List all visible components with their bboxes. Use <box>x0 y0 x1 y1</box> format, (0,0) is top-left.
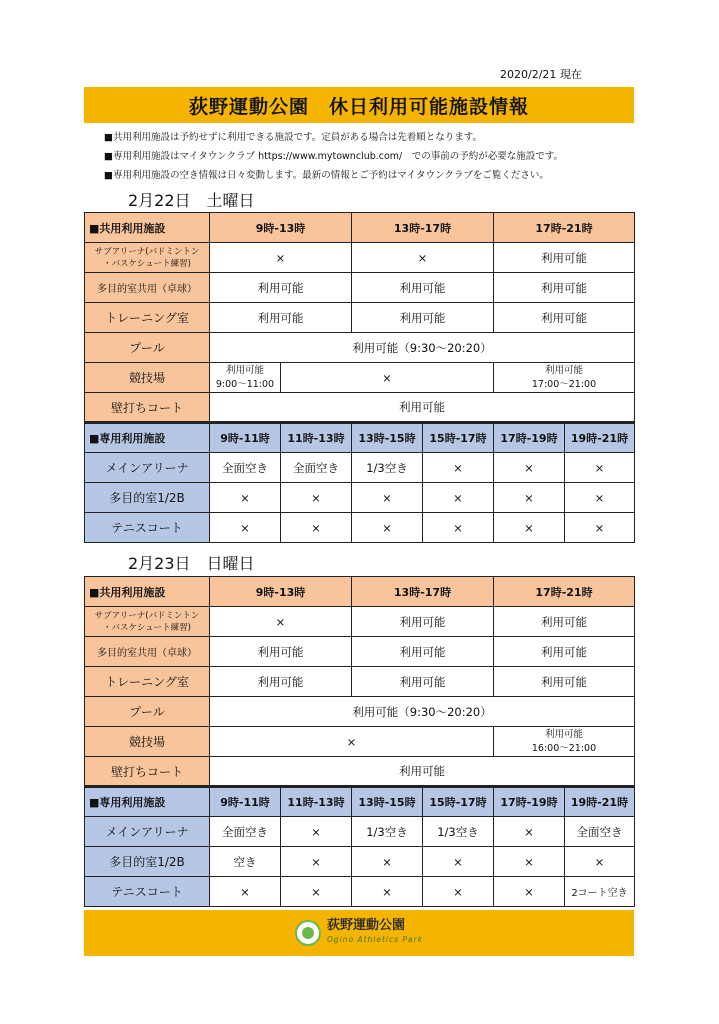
status-cell <box>210 363 281 393</box>
status-text: 利用可能 <box>544 728 583 740</box>
status-cell: × <box>494 513 565 543</box>
slot-header: 11時-13時 <box>281 787 352 817</box>
as-of-date: 2020/2/21 現在 <box>500 68 582 81</box>
status-cell: × <box>281 847 352 877</box>
status-cell: × <box>565 513 635 543</box>
status-cell: 利用可能 <box>494 303 635 333</box>
status-cell: × <box>494 817 565 847</box>
facility-main-arena: メインアリーナ <box>85 817 210 847</box>
status-cell <box>494 727 635 757</box>
status-cell: 利用可能（9:30～20:20） <box>210 333 635 363</box>
status-cell: 利用可能 <box>494 273 635 303</box>
status-cell: × <box>423 483 494 513</box>
status-cell: × <box>281 877 352 907</box>
slot-header: 19時-21時 <box>565 787 635 817</box>
status-cell: 全面空き <box>210 817 281 847</box>
status-cell: 利用可能 <box>210 757 635 787</box>
slot-header: 9時-11時 <box>210 423 281 453</box>
status-cell: 利用可能 <box>352 667 494 697</box>
status-cell: × <box>352 847 423 877</box>
footer-bar <box>84 910 634 956</box>
status-cell: 利用可能 <box>494 243 635 273</box>
park-logo-subtitle: Ogino Athletics Park <box>327 935 423 944</box>
slot-header: 17時-19時 <box>494 423 565 453</box>
status-cell: 利用可能 <box>210 393 635 423</box>
schedule-table-day1 <box>84 212 635 543</box>
note-shared: ■共用利用施設は予約せずに利用できる施設です。定員がある場合は先着順となります。 <box>104 132 482 143</box>
slot-header: 13時-17時 <box>352 577 494 607</box>
status-text: 利用可能 <box>544 364 583 376</box>
slot-header: 9時-13時 <box>210 577 352 607</box>
status-cell: × <box>210 243 352 273</box>
facility-subarena-line1: サブアリーナ(バドミントン <box>94 610 200 621</box>
facility-pool: プール <box>85 697 210 727</box>
slot-header: 17時-21時 <box>494 577 635 607</box>
status-cell: × <box>210 513 281 543</box>
slot-header: 17時-21時 <box>494 213 635 243</box>
schedule-table-day2 <box>84 576 635 907</box>
status-cell: × <box>565 453 635 483</box>
status-cell: 全面空き <box>565 817 635 847</box>
status-cell: 全面空き <box>210 453 281 483</box>
facility-multipurpose-shared: 多目的室共用（卓球） <box>85 273 210 303</box>
status-cell: × <box>423 453 494 483</box>
status-cell: 利用可能 <box>494 637 635 667</box>
date-heading-day2: 2月23日 日曜日 <box>128 554 255 573</box>
slot-header: 9時-11時 <box>210 787 281 817</box>
status-cell: × <box>494 877 565 907</box>
status-cell: 1/3空き <box>352 817 423 847</box>
status-cell: × <box>494 483 565 513</box>
status-cell: × <box>494 847 565 877</box>
slot-header: 13時-15時 <box>352 787 423 817</box>
page-title: 荻野運動公園 休日利用可能施設情報 <box>84 87 634 123</box>
status-cell: 利用可能 <box>210 273 352 303</box>
facility-wall-court: 壁打ちコート <box>85 393 210 423</box>
status-cell: 利用可能（9:30～20:20） <box>210 697 635 727</box>
facility-tennis-court: テニスコート <box>85 513 210 543</box>
status-cell: × <box>210 483 281 513</box>
status-cell: 1/3空き <box>423 817 494 847</box>
facility-tennis-court: テニスコート <box>85 877 210 907</box>
status-cell: 利用可能 <box>494 667 635 697</box>
note-availability: ■専用利用施設の空き情報は日々変動します。最新の情報とご予約はマイタウンクラブをご覧ください。 <box>104 170 549 181</box>
status-cell: 利用可能 <box>210 303 352 333</box>
status-time: 16:00～21:00 <box>531 742 597 754</box>
slot-header: 19時-21時 <box>565 423 635 453</box>
status-cell: 利用可能 <box>494 607 635 637</box>
status-cell: 全面空き <box>281 453 352 483</box>
status-cell: 利用可能 <box>352 303 494 333</box>
status-cell: 利用可能 <box>210 637 352 667</box>
status-cell: 利用可能 <box>352 607 494 637</box>
status-cell: × <box>352 877 423 907</box>
park-logo-name: 荻野運動公園 <box>327 918 406 933</box>
slot-header: 9時-13時 <box>210 213 352 243</box>
status-cell: 利用可能 <box>210 667 352 697</box>
status-time: 9:00～11:00 <box>215 378 275 390</box>
status-cell: × <box>210 877 281 907</box>
status-cell: × <box>423 877 494 907</box>
exclusive-facilities-header: ■専用利用施設 <box>85 787 210 817</box>
date-heading-day1: 2月22日 土曜日 <box>128 191 255 210</box>
slot-header: 15時-17時 <box>423 423 494 453</box>
shared-facilities-header: ■共用利用施設 <box>85 577 210 607</box>
status-cell: × <box>565 483 635 513</box>
status-cell: × <box>423 513 494 543</box>
slot-header: 17時-19時 <box>494 787 565 817</box>
status-text: 利用可能 <box>225 364 264 376</box>
facility-subarena-line2: ・バスケシュート練習) <box>103 622 191 633</box>
status-cell: 利用可能 <box>352 273 494 303</box>
status-cell: 利用可能 <box>352 637 494 667</box>
note-exclusive-reservation: ■専用利用施設はマイタウンクラブ https://www.mytownclub.com/ での事前の予約が必要な施設です。 <box>104 151 563 162</box>
shared-facilities-header: ■共用利用施設 <box>85 213 210 243</box>
exclusive-facilities-header: ■専用利用施設 <box>85 423 210 453</box>
status-time: 17:00～21:00 <box>531 378 597 390</box>
facility-training-room: トレーニング室 <box>85 303 210 333</box>
slot-header: 13時-17時 <box>352 213 494 243</box>
facility-multipurpose-half-b: 多目的室1/2B <box>85 847 210 877</box>
facility-main-arena: メインアリーナ <box>85 453 210 483</box>
slot-header: 13時-15時 <box>352 423 423 453</box>
status-cell: × <box>565 847 635 877</box>
park-logo-icon <box>295 920 321 946</box>
status-cell: × <box>281 817 352 847</box>
park-logo <box>327 919 423 947</box>
status-cell <box>494 363 635 393</box>
status-cell: × <box>281 483 352 513</box>
status-cell: × <box>210 607 352 637</box>
status-cell: 2コート空き <box>565 877 635 907</box>
status-cell: × <box>494 453 565 483</box>
facility-multipurpose-shared: 多目的室共用（卓球） <box>85 637 210 667</box>
facility-multipurpose-half-b: 多目的室1/2B <box>85 483 210 513</box>
slot-header: 11時-13時 <box>281 423 352 453</box>
facility-stadium: 競技場 <box>85 363 210 393</box>
facility-subarena <box>85 243 210 273</box>
status-cell: 空き <box>210 847 281 877</box>
facility-subarena-line1: サブアリーナ(バドミントン <box>94 246 200 257</box>
facility-stadium: 競技場 <box>85 727 210 757</box>
facility-pool: プール <box>85 333 210 363</box>
facility-training-room: トレーニング室 <box>85 667 210 697</box>
facility-subarena-line2: ・バスケシュート練習) <box>103 258 191 269</box>
status-cell: × <box>352 483 423 513</box>
status-cell: 1/3空き <box>352 453 423 483</box>
status-cell: × <box>352 513 423 543</box>
facility-wall-court: 壁打ちコート <box>85 757 210 787</box>
status-cell: × <box>281 363 494 393</box>
status-cell: × <box>281 513 352 543</box>
slot-header: 15時-17時 <box>423 787 494 817</box>
status-cell: × <box>210 727 494 757</box>
status-cell: × <box>352 243 494 273</box>
facility-subarena <box>85 607 210 637</box>
status-cell: × <box>423 847 494 877</box>
